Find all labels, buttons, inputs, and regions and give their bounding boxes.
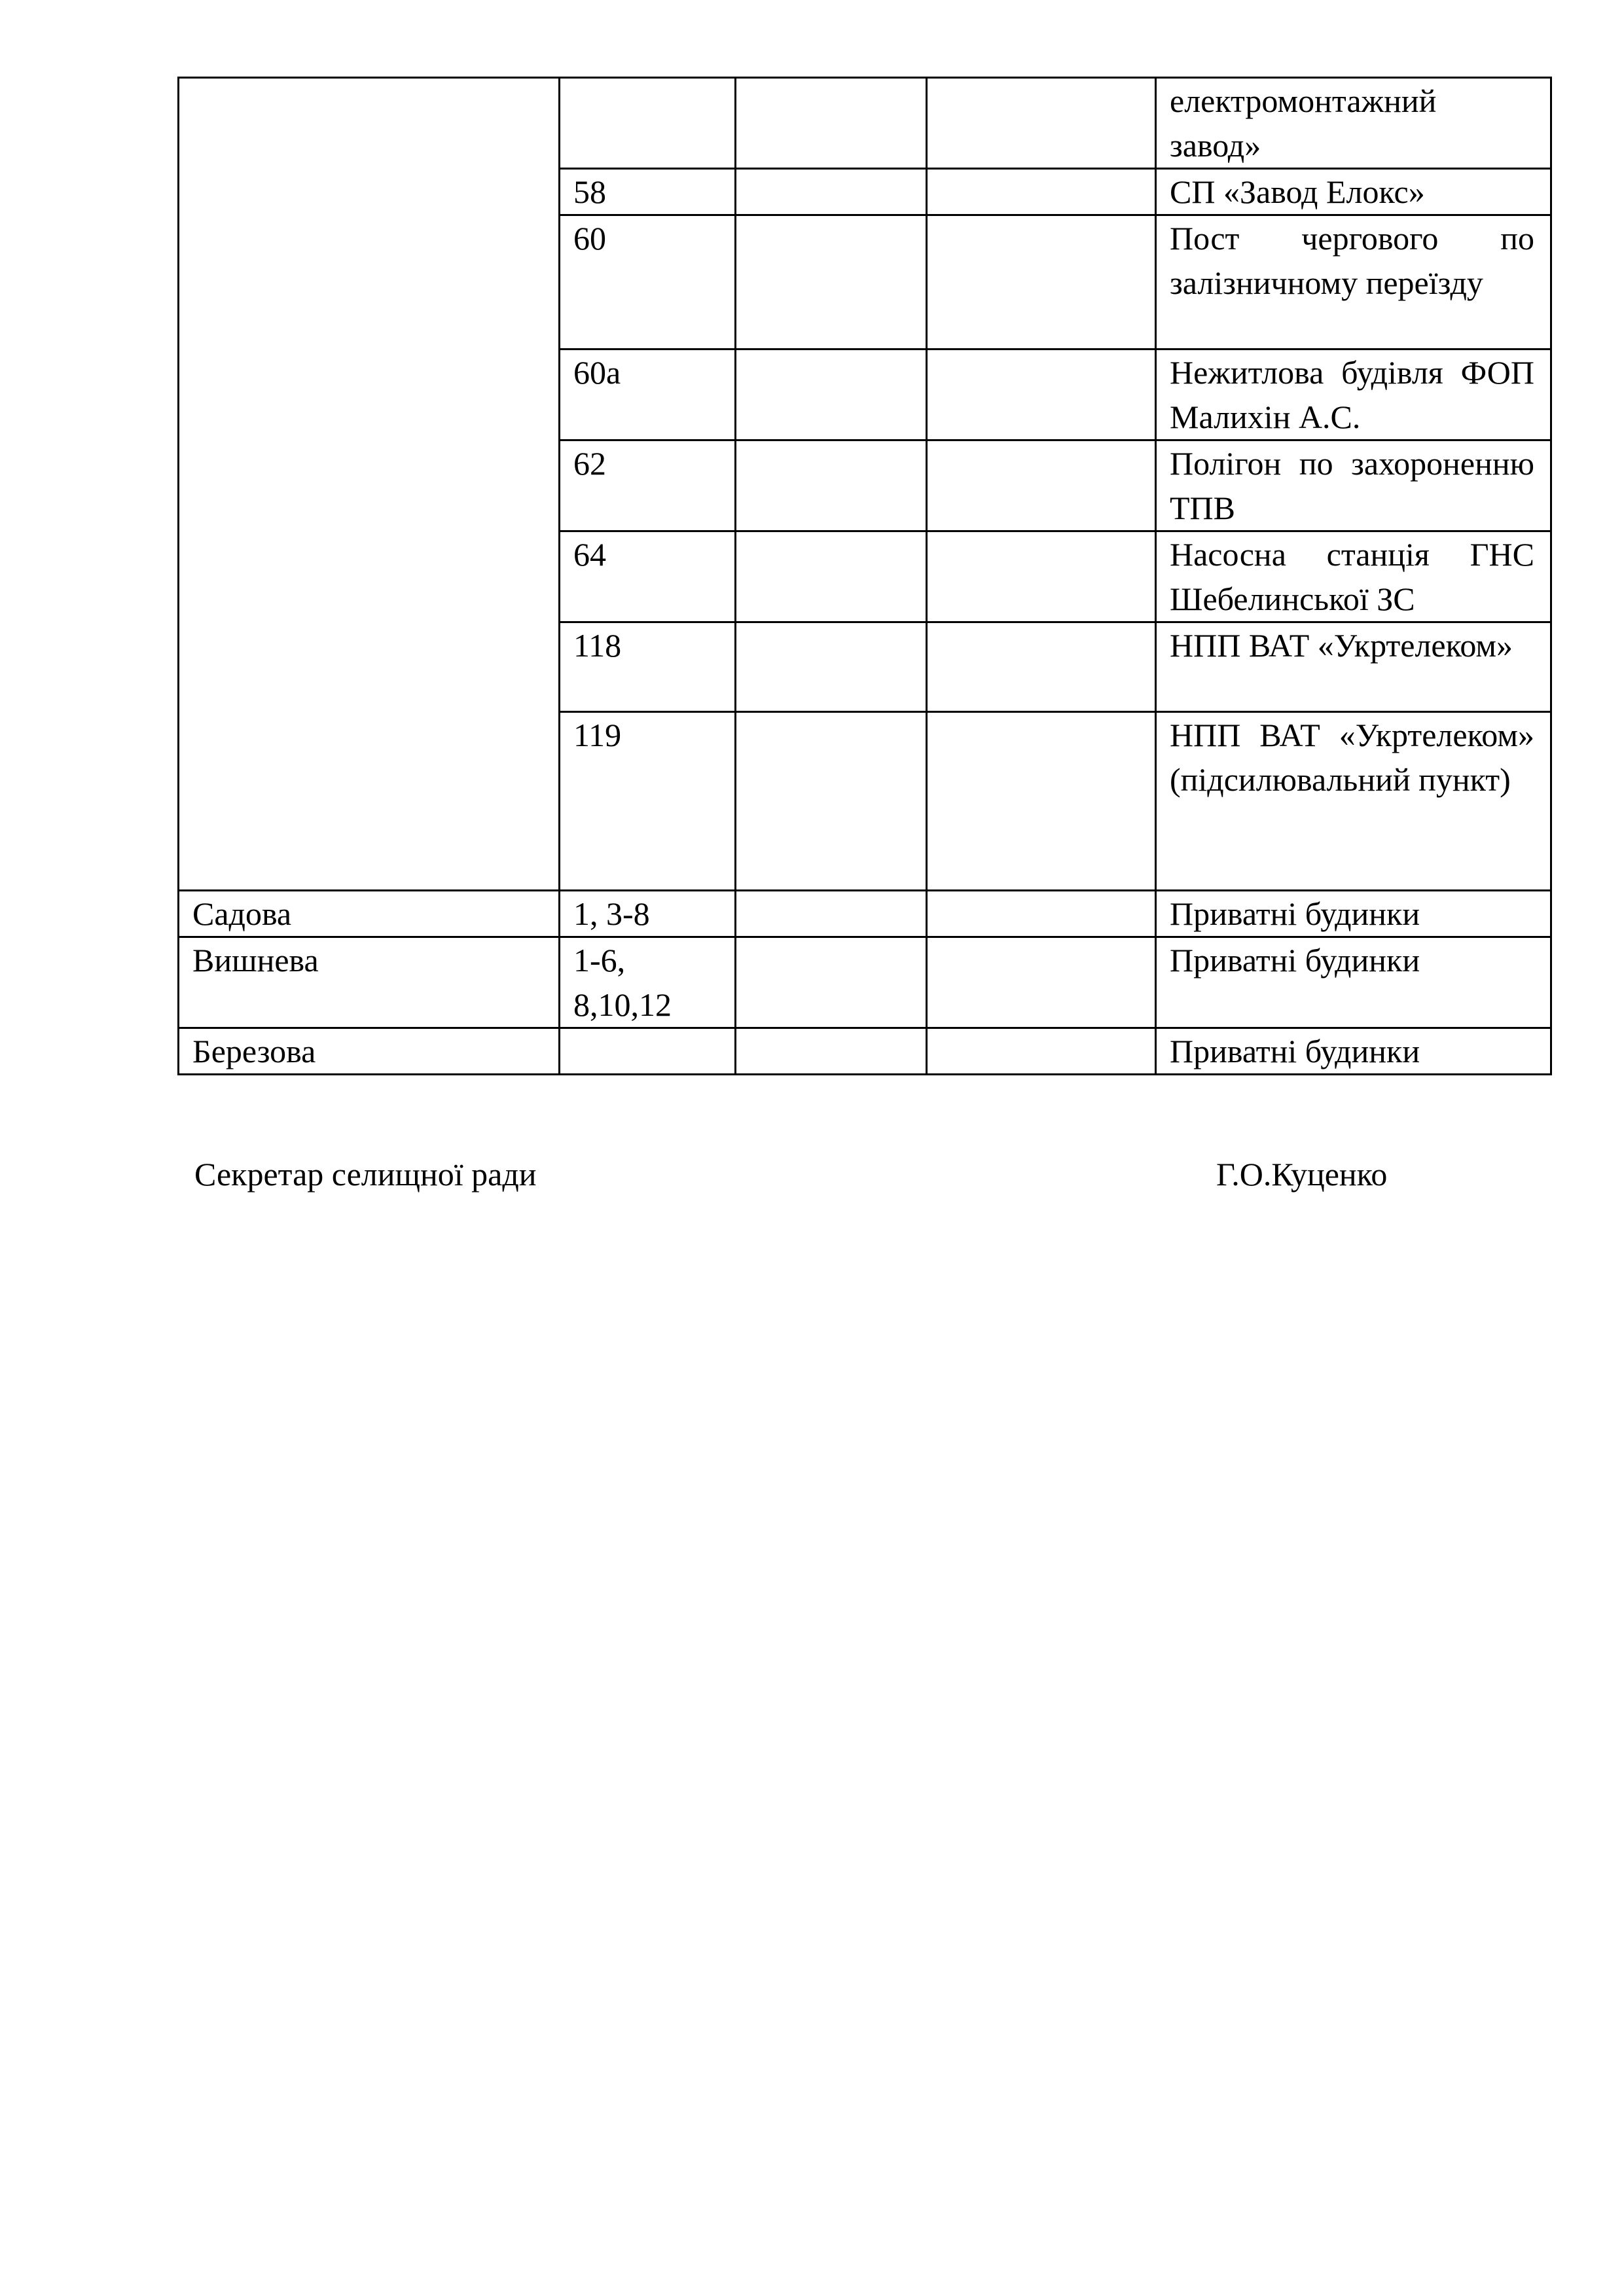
empty-cell (927, 215, 1156, 350)
empty-cell (736, 622, 927, 712)
street-cell: Березова (179, 1028, 560, 1075)
streets-table (177, 77, 1552, 1075)
house-numbers-cell: 58 (560, 169, 736, 215)
house-numbers-cell: 1-6, 8,10,12 (560, 937, 736, 1028)
signatory-name: Г.О.Куценко (1216, 1156, 1388, 1193)
description-cell: Приватні будинки (1156, 1028, 1551, 1075)
house-numbers-cell (560, 78, 736, 169)
table-row (179, 1028, 1551, 1075)
description-cell: електромонтажний завод» (1156, 78, 1551, 169)
empty-cell (927, 712, 1156, 891)
house-numbers-cell (560, 1028, 736, 1075)
description-cell: НПП ВАТ «Укртелеком» (підсилювальний пункт) (1156, 712, 1551, 891)
house-numbers-cell: 62 (560, 440, 736, 531)
empty-cell (736, 78, 927, 169)
empty-cell (927, 1028, 1156, 1075)
street-cell (179, 78, 560, 891)
description-cell: Пост чергового по залізничному переїзду (1156, 215, 1551, 350)
empty-cell (736, 350, 927, 440)
empty-cell (927, 78, 1156, 169)
empty-cell (736, 531, 927, 622)
empty-cell (736, 215, 927, 350)
description-cell: Насосна станція ГНС Шебелинської ЗС (1156, 531, 1551, 622)
house-numbers-cell: 60а (560, 350, 736, 440)
description-cell: Приватні будинки (1156, 937, 1551, 1028)
empty-cell (927, 937, 1156, 1028)
description-cell: Полігон по захороненню ТПВ (1156, 440, 1551, 531)
signatory-position: Секретар селищної ради (194, 1156, 537, 1193)
empty-cell (736, 1028, 927, 1075)
description-cell: Нежитлова будівля ФОП Малихін А.С. (1156, 350, 1551, 440)
empty-cell (927, 622, 1156, 712)
empty-cell (927, 440, 1156, 531)
house-numbers-cell: 60 (560, 215, 736, 350)
description-cell: СП «Завод Елокс» (1156, 169, 1551, 215)
house-numbers-cell: 119 (560, 712, 736, 891)
table-row (179, 78, 1551, 169)
empty-cell (736, 712, 927, 891)
description-cell: Приватні будинки (1156, 891, 1551, 937)
empty-cell (927, 531, 1156, 622)
street-cell: Вишнева (179, 937, 560, 1028)
empty-cell (736, 891, 927, 937)
empty-cell (736, 937, 927, 1028)
house-numbers-cell: 1, 3-8 (560, 891, 736, 937)
empty-cell (927, 169, 1156, 215)
empty-cell (927, 891, 1156, 937)
empty-cell (736, 169, 927, 215)
house-numbers-cell: 118 (560, 622, 736, 712)
empty-cell (736, 440, 927, 531)
street-cell: Садова (179, 891, 560, 937)
empty-cell (927, 350, 1156, 440)
table-row (179, 937, 1551, 1028)
description-cell: НПП ВАТ «Укртелеком» (1156, 622, 1551, 712)
house-numbers-cell: 64 (560, 531, 736, 622)
table-row (179, 891, 1551, 937)
